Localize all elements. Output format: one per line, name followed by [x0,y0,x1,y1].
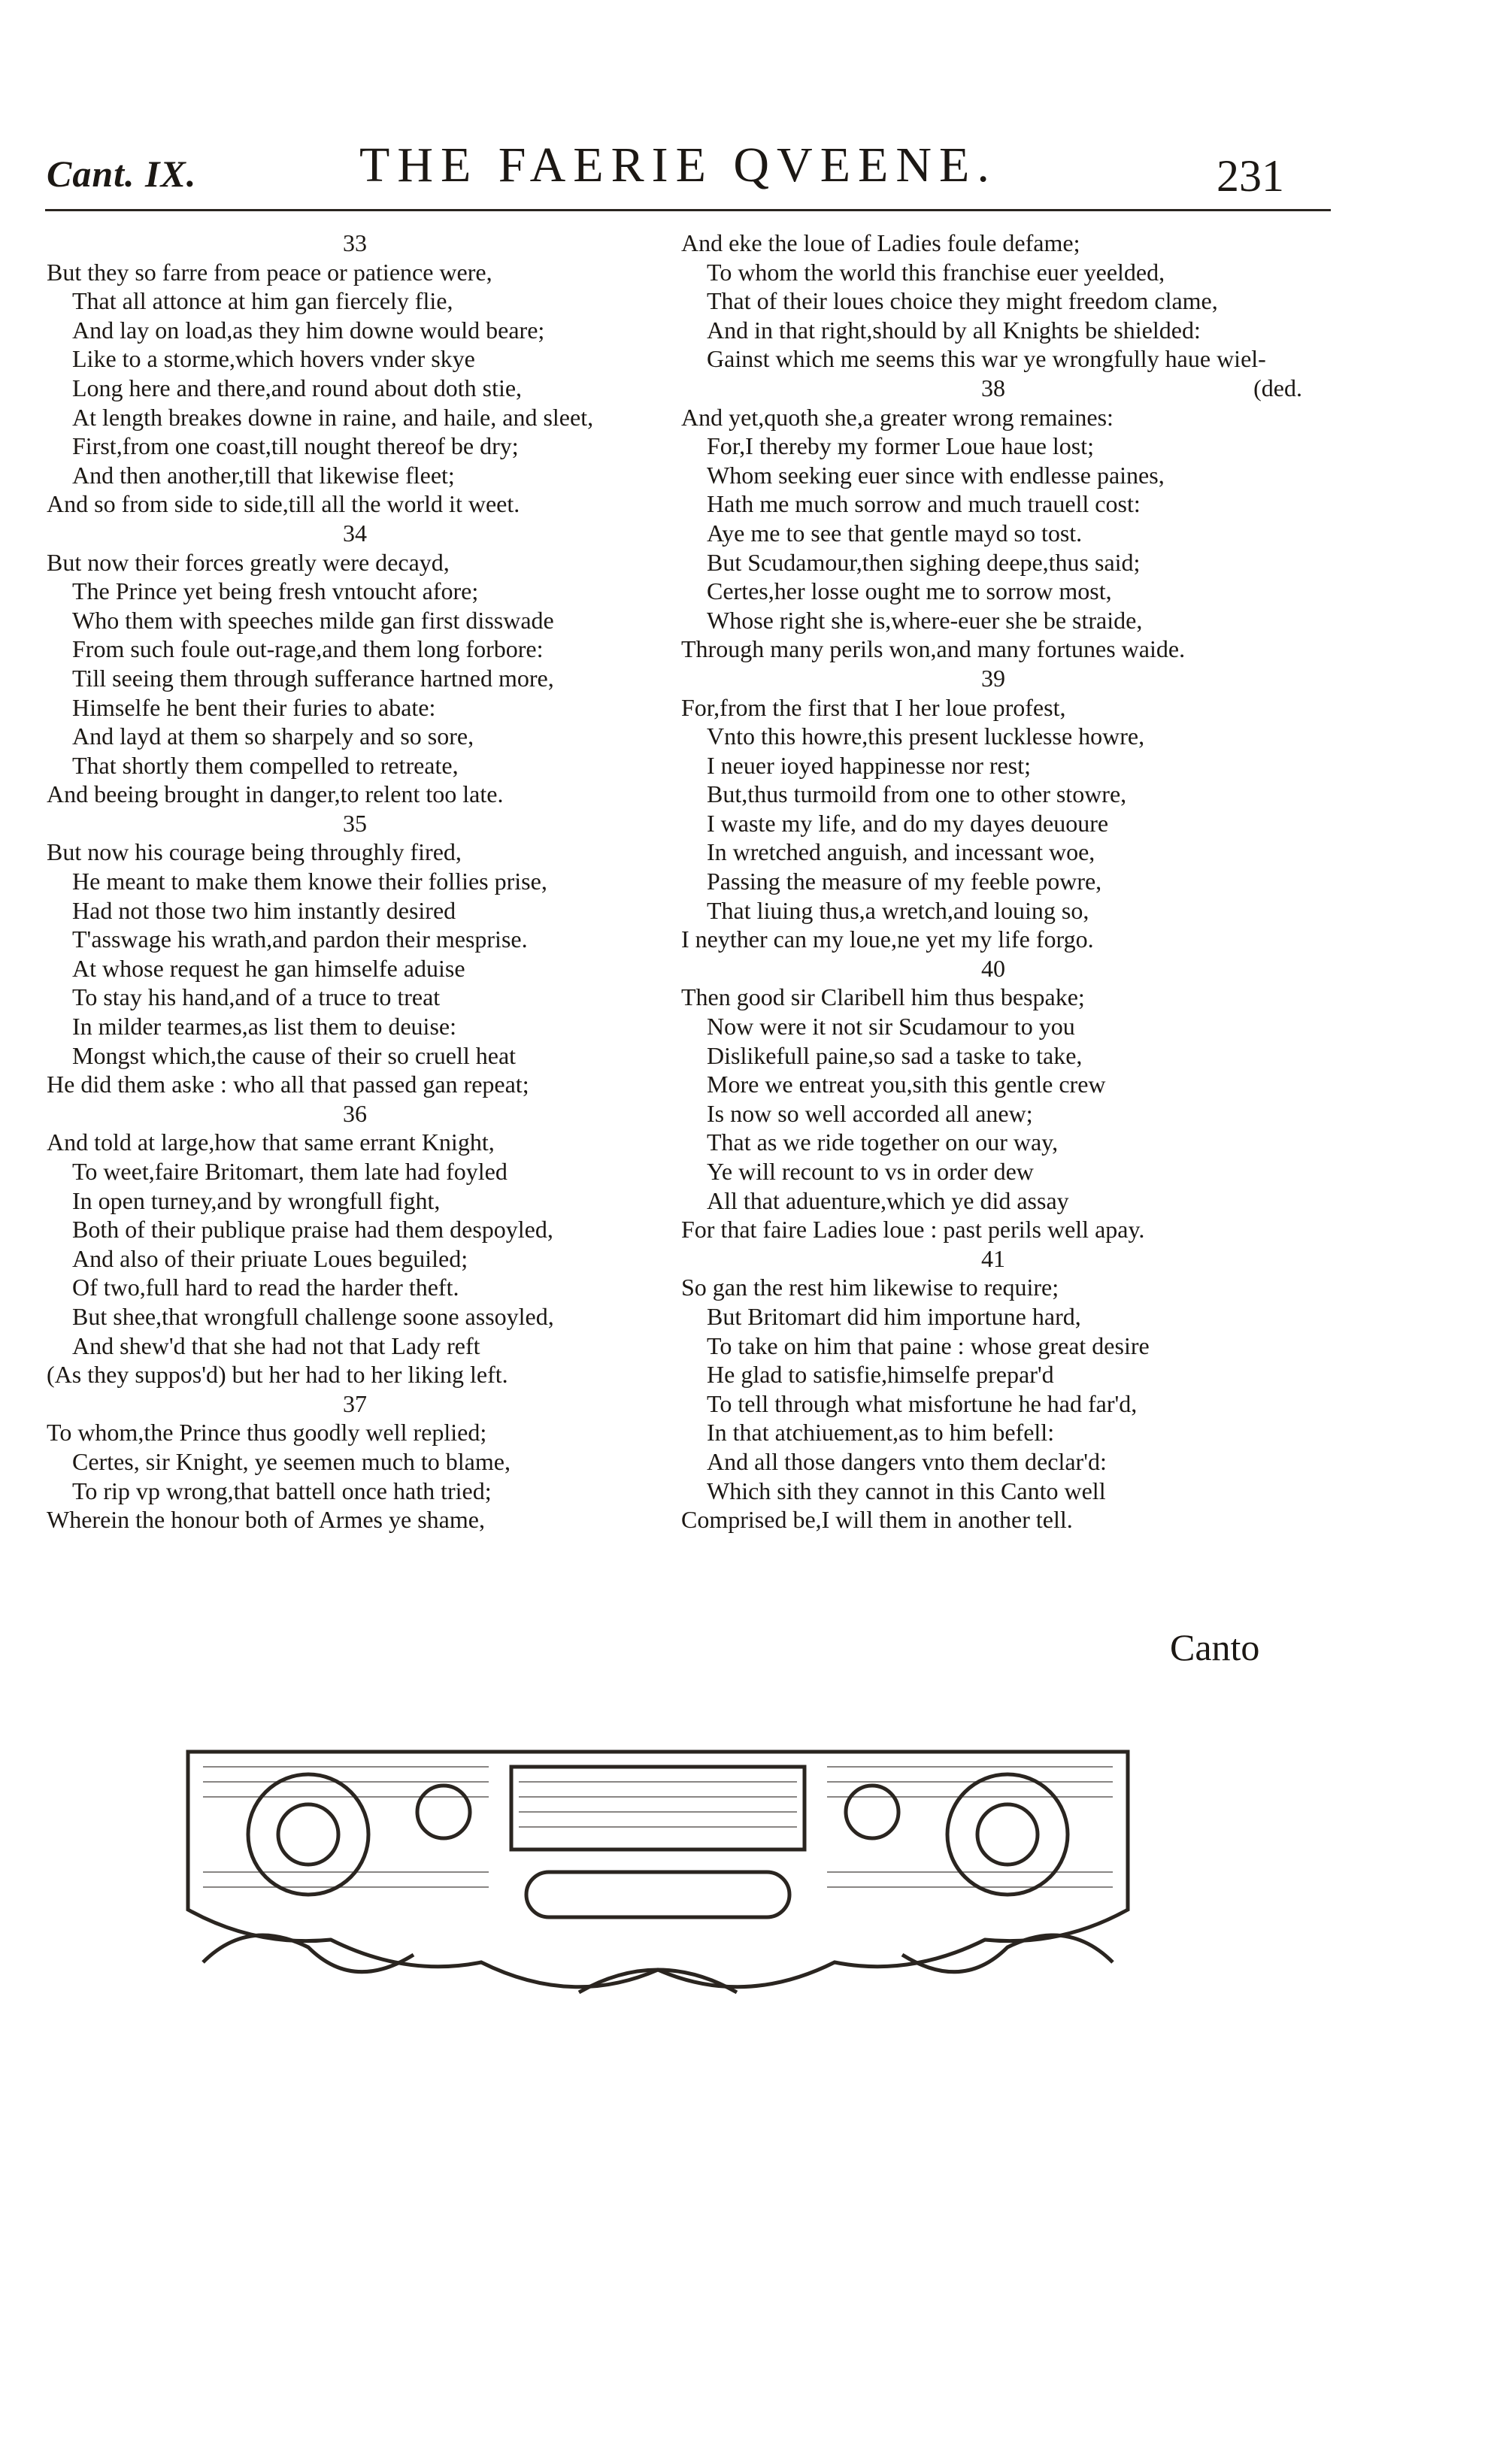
verse-line: To stay his hand,and of a truce to treat [72,983,441,1011]
verse-line: All that aduenture,which ye did assay [707,1186,1069,1214]
verse-line: In that atchiuement,as to him befell: [707,1419,1055,1447]
verse-line: That liuing thus,a wretch,and louing so, [707,896,1089,924]
verse-line: In open turney,and by wrongfull fight, [72,1186,441,1214]
verse-line: Of two,full hard to read the harder theft. [72,1274,459,1301]
verse-line: Vnto this howre,this present lucklesse howre, [707,723,1145,750]
verse-line: Like to a storme,which hovers vnder skye [72,345,475,373]
verse-line: And then another,till that likewise fleet; [72,461,455,489]
verse-line: Which sith they cannot in this Canto well [707,1477,1106,1504]
verse-line: Is now so well accorded all anew; [707,1099,1033,1127]
stanza-number: 40 [981,954,1005,982]
verse-line: Ye will recount to vs in order dew [707,1158,1034,1185]
verse-line: In wretched anguish, and incessant woe, [707,838,1095,866]
stanza [681,229,1305,374]
verse-line: And eke the loue of Ladies foule defame; [681,229,1080,256]
verse-line: To rip vp wrong,that battell once hath tried; [72,1477,492,1504]
stanza [681,954,1305,1244]
stanza-number: 33 [343,229,367,256]
verse-line: But,thus turmoild from one to other stowre, [707,780,1127,808]
verse-line: But Scudamour,then sighing deepe,thus said; [707,548,1141,576]
verse-line: I waste my life, and do my dayes deuoure [707,809,1109,837]
verse-line: From such foule out-rage,and them long forbore: [72,635,544,663]
verse-line: Till seeing them through sufferance hartned more, [72,664,554,692]
verse-line: For that faire Ladies loue : past perils well apay. [681,1216,1145,1244]
verse-line: Hath me much sorrow and much trauell cost: [707,490,1141,518]
verse-line: He meant to make them knowe their follies prise, [72,868,547,895]
verse-line: And beeing brought in danger,to relent too late. [47,780,504,808]
verse-line: Gainst which me seems this war ye wrongfully haue wiel- [707,345,1266,373]
stanza-number: 36 [343,1099,367,1127]
verse-line: Whose right she is,where-euer she be straide, [707,606,1143,634]
verse-line: First,from one coast,till nought thereof be dry; [72,432,519,460]
header-rule [45,209,1331,211]
verse-line: Dislikefull paine,so sad a taske to take, [707,1041,1083,1069]
verse-line: To take on him that paine : whose great desire [707,1331,1150,1359]
stanza [681,664,1305,954]
verse-line: To whom,the Prince thus goodly well replied; [47,1419,487,1447]
verse-line: Certes, sir Knight, ye seemen much to blame, [72,1447,511,1475]
canto-label: Cant. IX. [47,153,197,195]
verse-line: He did them aske : who all that passed gan repeat; [47,1071,529,1098]
verse-line: That of their loues choice they might freedom clame, [707,287,1218,315]
stanza-number: 34 [343,519,367,547]
verse-line: Wherein the honour both of Armes ye shame, [47,1506,485,1534]
verse-line: The Prince yet being fresh vntoucht afore; [72,577,479,605]
stanza [47,1389,663,1534]
stanza [681,374,1305,664]
verse-line: But Britomart did him importune hard, [707,1302,1081,1330]
verse-line: So gan the rest him likewise to require; [681,1274,1059,1301]
stanza [47,809,663,1099]
verse-line: But now their forces greatly were decayd, [47,548,450,576]
stanza [47,1099,663,1389]
verse-line: To whom the world this franchise euer yeelded, [707,258,1165,286]
verse-line: Aye me to see that gentle mayd so tost. [707,519,1083,547]
stanza-number: 37 [343,1389,367,1417]
verse-line: And so from side to side,till all the world it weet. [47,490,520,518]
verse-line: Then good sir Claribell him thus bespake; [681,983,1085,1011]
verse-line: Himselfe he bent their furies to abate: [72,693,436,721]
verse-line: More we entreat you,sith this gentle crew [707,1071,1106,1098]
verse-line: And also of their priuate Loues beguiled; [72,1244,468,1272]
verse-line: Both of their publique praise had them despoyled, [72,1216,553,1244]
verse-line: Mongst which,the cause of their so cruell heat [72,1041,517,1069]
verse-line: At length breakes downe in raine, and haile, and sleet, [72,403,594,431]
verse-line: (As they suppos'd) but her had to her liking left. [47,1361,508,1389]
folio-number: 231 [1217,151,1284,201]
verse-line: And lay on load,as they him downe would beare; [72,316,545,344]
stanza-number: 38 (ded. [981,374,1302,401]
verse-line: Long here and there,and round about doth stie, [72,374,523,401]
verse-line: Through many perils won,and many fortunes waide. [681,635,1186,663]
verse-line: To tell through what misfortune he had far'd, [707,1389,1138,1417]
turnover-text: (ded. [1253,374,1302,401]
verse-line: For,from the first that I her loue profest, [681,693,1066,721]
catchword: Canto [1170,1626,1260,1668]
stanza-number: 35 [343,809,367,837]
stanza [47,229,663,519]
verse-line: I neuer ioyed happinesse nor rest; [707,751,1031,779]
verse-line: That all attonce at him gan fiercely flie, [72,287,453,315]
verse-line: And all those dangers vnto them declar'd: [707,1447,1107,1475]
stanza-number: 39 [981,664,1005,692]
verse-line: Whom seeking euer since with endlesse paines, [707,461,1165,489]
verse-line: And shew'd that she had not that Lady reft [72,1331,480,1359]
verse-line: At whose request he gan himselfe aduise [72,954,465,982]
verse-line: And layd at them so sharpely and so sore, [72,723,474,750]
verse-line: Now were it not sir Scudamour to you [707,1013,1075,1041]
verse-line: Passing the measure of my feeble powre, [707,868,1102,895]
verse-line: To weet,faire Britomart, them late had foyled [72,1158,508,1185]
verse-line: But they so farre from peace or patience were, [47,258,492,286]
verse-line: That as we ride together on our way, [707,1128,1059,1156]
verse-line: But shee,that wrongfull challenge soone assoyled, [72,1302,554,1330]
verse-line: Had not those two him instantly desired [72,896,456,924]
verse-line: And told at large,how that same errant Knight, [47,1128,495,1156]
stanza-number: 41 [981,1244,1005,1272]
verse-line: He glad to satisfie,himselfe prepar'd [707,1361,1054,1389]
verse-line: And in that right,should by all Knights be shielded: [707,316,1201,344]
left-column [47,229,663,1534]
verse-line: And yet,quoth she,a greater wrong remaines: [681,403,1114,431]
stanza [47,519,663,809]
verse-line: Comprised be,I will them in another tell. [681,1506,1073,1534]
verse-line: For,I thereby my former Loue haue lost; [707,432,1095,460]
verse-line: I neyther can my loue,ne yet my life forgo. [681,926,1094,953]
verse-line: But now his courage being throughly fired, [47,838,462,866]
woodcut-tailpiece-ornament [158,1722,1158,2022]
running-title: THE FAERIE QVEENE. [359,138,997,192]
running-header [0,128,1512,203]
verse-line: Who them with speeches milde gan first disswade [72,606,554,634]
verse-line: Certes,her losse ought me to sorrow most, [707,577,1112,605]
verse-line: T'asswage his wrath,and pardon their mesprise. [72,926,528,953]
stanza [681,1244,1305,1534]
verse-line: In milder tearmes,as list them to deuise: [72,1013,456,1041]
verse-line: That shortly them compelled to retreate, [72,751,459,779]
right-column [681,229,1305,1534]
